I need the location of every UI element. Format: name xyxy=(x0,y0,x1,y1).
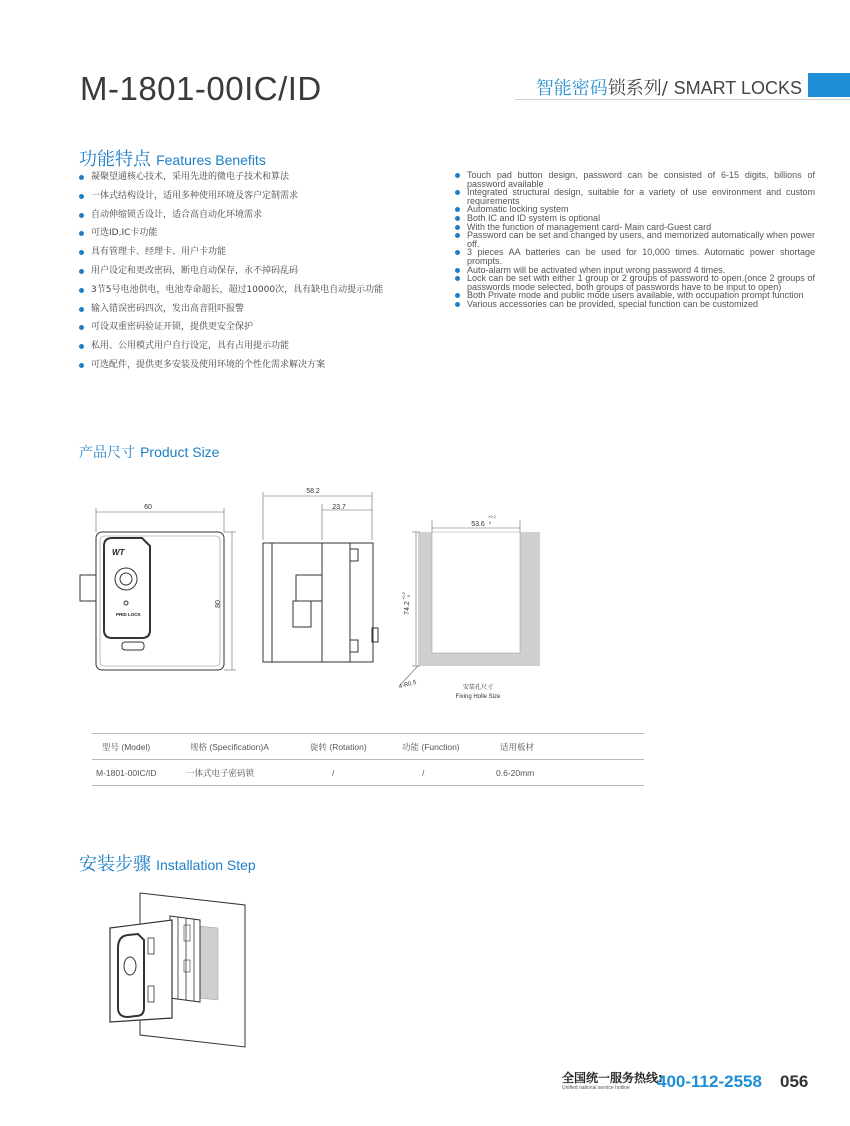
feature-en-item: Integrated structural design, suitable for a variety of use environment and custom requirements xyxy=(455,188,815,205)
product-size-heading-zh: 产品尺寸 xyxy=(79,445,135,461)
cell-material: 0.6-20mm xyxy=(496,767,535,778)
hole-width-tol-low: 0 xyxy=(489,520,492,525)
feature-zh-item: 可选配件，提供更多安装及使用环境的个性化需求解决方案 xyxy=(79,360,439,379)
col-spec: 规格 (Specification)A xyxy=(190,741,269,752)
hotline-number: 400-112-2558 xyxy=(657,1072,762,1091)
keypad-face xyxy=(104,538,150,638)
header-accent-tab xyxy=(808,73,850,97)
depth-dim-label: 58.2 xyxy=(306,488,320,495)
page-number: 056 xyxy=(780,1072,809,1091)
cell-function: / xyxy=(422,767,425,778)
feature-zh-item: 输入错误密码四次，发出高音阻吓报警 xyxy=(79,304,439,323)
feature-zh-item: 3节5号电池供电，电池寿命超长，超过10000次，具有缺电自动提示功能 xyxy=(79,285,439,304)
feature-en-item: Both Private mode and public mode users available, with occupation prompt function xyxy=(455,291,815,300)
features-heading-zh: 功能特点 xyxy=(79,149,151,170)
dimension-drawing xyxy=(60,480,560,710)
hole-width-label: 53.6 xyxy=(471,521,485,528)
header-rule xyxy=(515,99,850,100)
table-row xyxy=(92,760,644,786)
latch-bolt xyxy=(80,575,96,601)
feature-zh-item: 具有管理卡、经理卡、用户卡功能 xyxy=(79,247,439,266)
hole-caption-en: Fixing Holle Size xyxy=(455,694,501,700)
product-size-heading-en: Product Size xyxy=(140,444,220,460)
features-list-en xyxy=(455,171,815,309)
indicator-led xyxy=(124,601,128,605)
feature-en-item: Password can be set and changed by users, and memorized automatically when power off. xyxy=(455,231,815,248)
brand-logo: WT xyxy=(112,548,125,557)
feature-en-item: 3 pieces AA batteries can be used for 10,000 times. Automatic power shortage prompts. xyxy=(455,248,815,265)
page-title: M-1801-00IC/ID xyxy=(80,70,322,107)
feature-zh-item: 凝聚望通核心技术，采用先进的微电子技术和算法 xyxy=(79,172,439,191)
feature-en-item: Automatic locking system xyxy=(455,205,815,214)
installation-heading-zh: 安装步骤 xyxy=(79,854,151,875)
series-en: SMART LOCKS xyxy=(673,78,802,98)
front-view xyxy=(80,508,236,670)
height-dim-label: 80 xyxy=(215,600,222,608)
feature-en-item: Lock can be set with either 1 group or 2 groups of password to open.(once 2 groups of passwords mode selected, both groups of passwords have to be input to open) xyxy=(455,274,815,291)
inner-dim-label: 23.7 xyxy=(332,504,346,511)
corner-radius-label: 4-R0.5 xyxy=(398,679,418,691)
series-zh-blue: 智能密码 xyxy=(535,78,608,99)
hole-cutout xyxy=(432,532,520,653)
spec-table xyxy=(92,733,644,786)
feature-zh-item: 可设双重密码验证开锁，提供更安全保护 xyxy=(79,322,439,341)
side-view xyxy=(263,492,378,662)
hole-width-tol: +0.2 xyxy=(488,514,496,519)
lock-label: PRID LOCK xyxy=(116,612,141,617)
feature-zh-item: 用户设定和更改密码，断电自动保存，永不掉码乱码 xyxy=(79,266,439,285)
feature-en-item: Auto-alarm will be activated when input wrong password 4 times. xyxy=(455,266,815,275)
feature-en-item: With the function of management card- Main card-Guest card xyxy=(455,223,815,232)
installation-heading xyxy=(79,850,256,876)
cell-model: M-1801-00IC/ID xyxy=(96,767,157,778)
hotline-label-en: Unified national service hotline xyxy=(562,1085,630,1091)
col-rotation: 旋转 (Rotation) xyxy=(310,741,367,752)
hole-height-label: 74.2 xyxy=(404,601,411,615)
cell-rotation: / xyxy=(332,767,335,778)
col-function: 功能 (Function) xyxy=(402,741,460,752)
installation-heading-en: Installation Step xyxy=(156,857,256,873)
feature-zh-item: 私用、公用模式用户自行设定，具有占用提示功能 xyxy=(79,341,439,360)
feature-zh-item: 一体式结构设计，适用多种使用环境及客户定制需求 xyxy=(79,191,439,210)
fixing-hole-view xyxy=(400,520,540,685)
lock-front-plate xyxy=(110,920,172,1022)
feature-zh-item: 可选ID,IC卡功能 xyxy=(79,228,439,247)
installation-illustration xyxy=(100,890,250,1050)
col-material: 适用板材 xyxy=(500,741,535,752)
col-model: 型号 (Model) xyxy=(102,741,151,752)
hole-height-tol: +0.2 xyxy=(401,592,406,600)
cell-spec: 一体式电子密码锁 xyxy=(186,767,255,778)
product-size-heading xyxy=(79,442,219,462)
table-header-row xyxy=(92,734,644,760)
features-heading xyxy=(79,145,266,171)
lock-case-side xyxy=(170,916,200,1002)
features-list-zh xyxy=(79,172,439,379)
hotline-label xyxy=(562,1072,663,1091)
hole-caption-zh: 安装孔尺寸 xyxy=(462,685,494,691)
feature-en-item: Both IC and ID system is optional xyxy=(455,214,815,223)
features-heading-en: Features Benefits xyxy=(156,152,266,168)
feature-en-item: Touch pad button design, password can be consisted of 6-15 digits, billions of password available xyxy=(455,171,815,188)
series-zh-dark: 锁系列/ xyxy=(607,78,668,99)
width-dim-label: 60 xyxy=(144,504,152,511)
hole-height-tol-low: 0 xyxy=(406,594,411,598)
series-title xyxy=(536,74,802,100)
feature-zh-item: 自动伸缩锁舌设计，适合高自动化环境需求 xyxy=(79,210,439,229)
handle-foot xyxy=(122,642,144,650)
keypad-dial-outer xyxy=(115,568,137,590)
hotline-label-zh: 全国统一服务热线: xyxy=(562,1071,663,1085)
keypad-dial-inner xyxy=(120,573,132,585)
feature-en-item: Various accessories can be provided, special function can be customized xyxy=(455,300,815,309)
